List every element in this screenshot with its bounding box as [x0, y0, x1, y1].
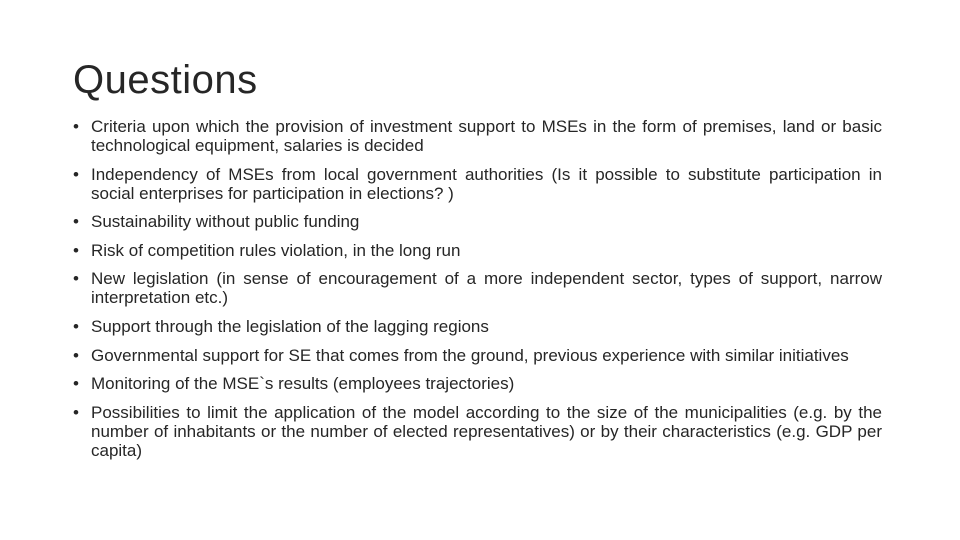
- bullet-dot-icon: •: [73, 117, 79, 136]
- bullet-text: Possibilities to limit the application of the model according to the size of the municipalities (e.g. by the number of inhabitants or the number of elected representatives) or by their characteristics (e.g. GDP per capita): [91, 402, 882, 460]
- bullet-item: [73, 346, 882, 365]
- bullet-text: Monitoring of the MSE`s results (employees trajectories): [91, 374, 515, 394]
- bullet-text: Independency of MSEs from local government authorities (Is it possible to substitute participation in social enterprises for participation in elections? ): [91, 164, 882, 203]
- bullet-dot-icon: •: [73, 402, 79, 422]
- bullet-dot-icon: •: [73, 316, 79, 336]
- bullet-text: Risk of competition rules violation, in the long run: [91, 240, 461, 260]
- bullet-list: [73, 117, 882, 469]
- bullet-dot-icon: •: [73, 345, 79, 365]
- bullet-dot-icon: •: [73, 269, 79, 289]
- bullet-text: Criteria upon which the provision of investment support to MSEs in the form of premises, land or basic technological equipment, salaries is decided: [91, 117, 882, 155]
- bullet-dot-icon: •: [73, 240, 79, 260]
- bullet-item: [73, 317, 882, 336]
- bullet-dot-icon: •: [73, 212, 79, 232]
- bullet-item: [73, 269, 882, 307]
- bullet-item: [73, 241, 882, 260]
- bullet-text: New legislation (in sense of encouragement of a more independent sector, types of support, narrow interpretation etc.): [91, 269, 882, 308]
- bullet-text: Governmental support for SE that comes from the ground, previous experience with similar initiatives: [91, 345, 849, 365]
- bullet-item: [73, 374, 882, 393]
- bullet-text: Support through the legislation of the lagging regions: [91, 316, 489, 336]
- bullet-item: [73, 117, 882, 155]
- bullet-text: Sustainability without public funding: [91, 212, 360, 232]
- bullet-dot-icon: •: [73, 374, 79, 394]
- slide-title: Questions: [73, 58, 258, 102]
- bullet-item: [73, 165, 882, 203]
- bullet-item: [73, 212, 882, 231]
- bullet-dot-icon: •: [73, 164, 79, 184]
- bullet-item: [73, 403, 882, 460]
